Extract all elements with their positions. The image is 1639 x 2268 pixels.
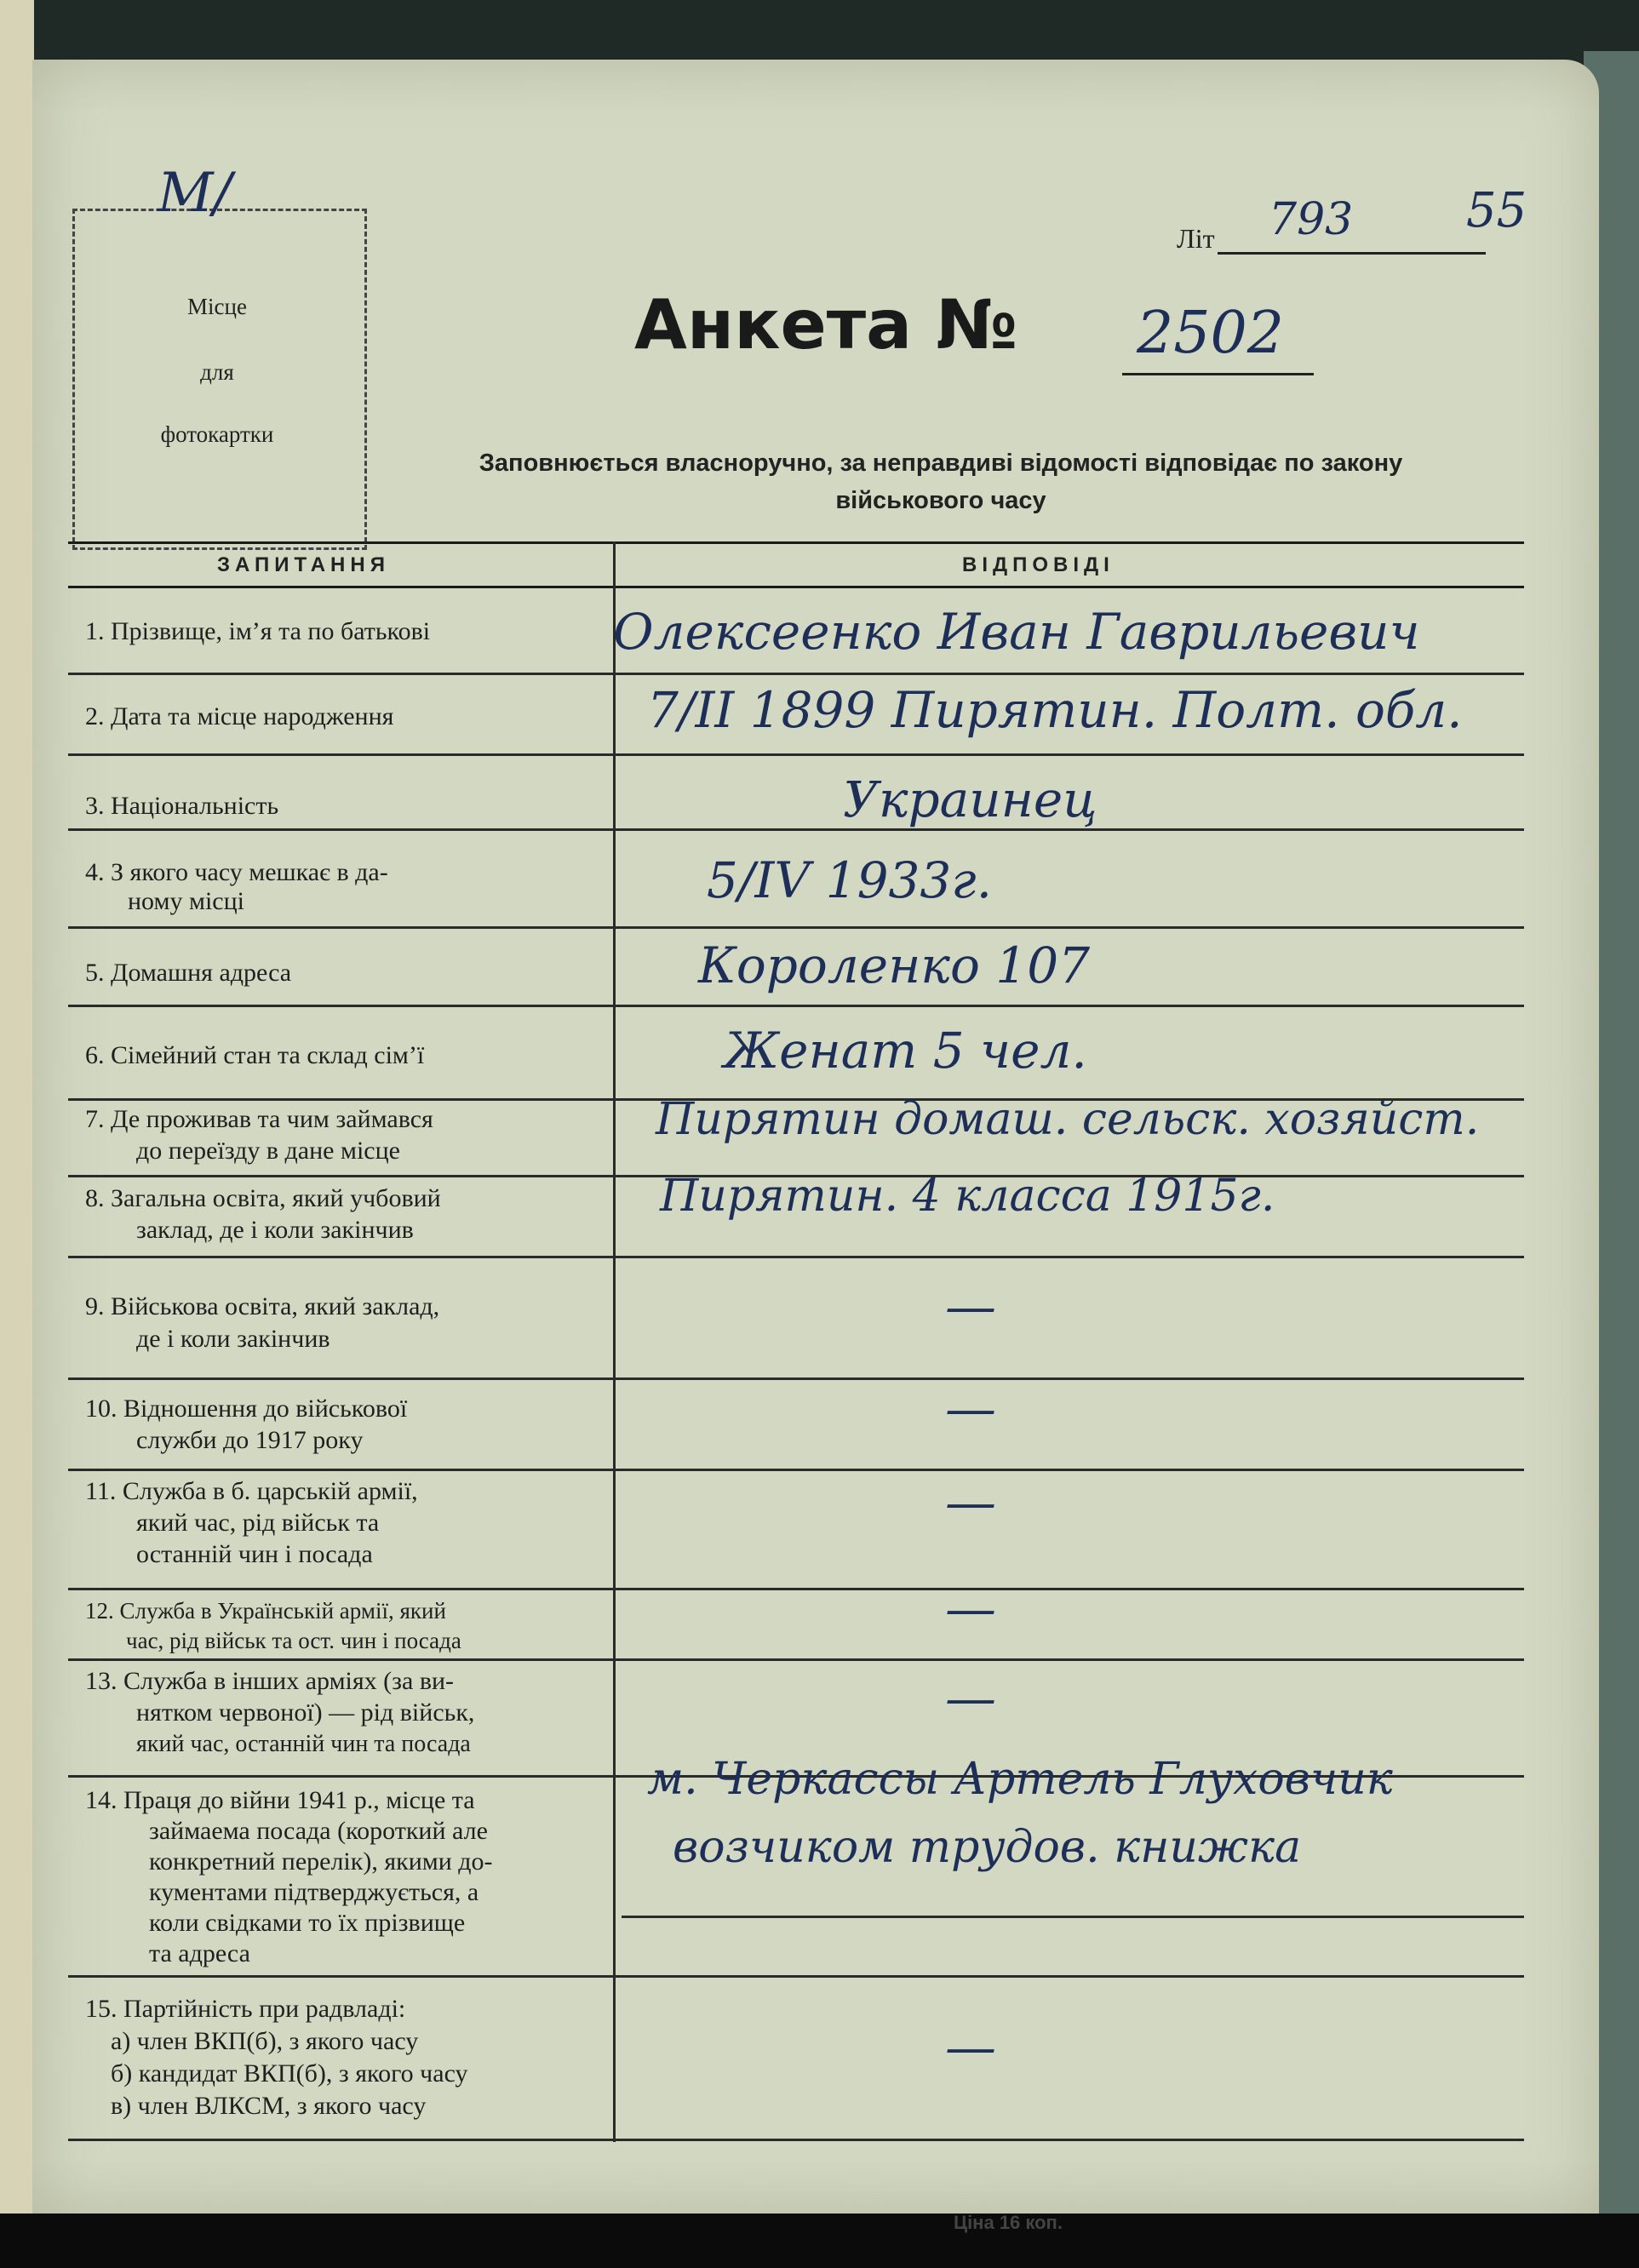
subtitle-line-2: військового часу xyxy=(835,487,1046,514)
question-7-line-2: до переїзду в дане місце xyxy=(136,1137,400,1165)
answer-2-birth: 7/II 1899 Пирятин. Полт. обл. xyxy=(647,681,1463,739)
answer-14-line-2: возчиком трудов. книжка xyxy=(673,1822,1302,1873)
left-page-edge xyxy=(0,0,34,2268)
subtitle-line-1: Заповнюється власноручно, за неправдиві відомості відповідає по закону xyxy=(479,450,1403,477)
row-rule xyxy=(68,1588,1524,1590)
question-8-line-1: 8. Загальна освіта, який учбовий xyxy=(85,1184,441,1212)
question-4-line-1: 4. З якого часу мешкає в да- xyxy=(85,858,388,886)
answer-3-nationality: Украинец xyxy=(843,770,1097,828)
title-no-sign: № xyxy=(935,285,1018,364)
answer-11-dash: — xyxy=(945,1473,996,1532)
title-prefix: Анкета xyxy=(634,285,913,364)
handwritten-mark: М/ xyxy=(158,162,232,225)
question-14-line-4: кументами підтверджується, а xyxy=(149,1878,479,1906)
question-13-line-1: 13. Служба в інших арміях (за ви- xyxy=(85,1667,455,1695)
question-14-line-5: коли свідками то їх прізвище xyxy=(149,1909,466,1937)
row-rule xyxy=(68,753,1524,756)
question-15-line-4: в) член ВЛКСМ, з якого часу xyxy=(111,2092,427,2120)
answer-14-line xyxy=(622,1916,1524,1918)
question-15-line-1: 15. Партійність при радвладі: xyxy=(85,1995,406,2023)
question-12-line-1: 12. Служба в Українській армії, який xyxy=(85,1598,446,1624)
question-15-line-3: б) кандидат ВКП(б), з якого часу xyxy=(111,2059,468,2088)
question-14-line-3: конкретний перелік), якими до- xyxy=(149,1847,493,1876)
lit-value: 793 xyxy=(1269,194,1354,245)
table-header-rule xyxy=(68,586,1524,588)
question-11-line-1: 11. Служба в б. царській армії, xyxy=(85,1477,418,1505)
answer-6-family: Женат 5 чел. xyxy=(724,1022,1087,1080)
question-11-line-2: який час, рід військ та xyxy=(136,1509,380,1537)
column-header-questions: ЗАПИТАННЯ xyxy=(217,553,390,576)
question-10-line-2: служби до 1917 року xyxy=(136,1426,364,1454)
question-14-line-2: займаема посада (короткий але xyxy=(149,1817,488,1845)
row-rule xyxy=(68,1377,1524,1380)
row-rule xyxy=(68,2139,1524,2141)
answer-15-dash: — xyxy=(945,2018,996,2077)
bottom-shadow xyxy=(0,2214,1639,2268)
row-rule xyxy=(68,1658,1524,1661)
row-rule xyxy=(68,1469,1524,1471)
photo-box-line-3: фотокартки xyxy=(160,421,274,447)
page-number: 55 xyxy=(1466,183,1527,238)
lit-label: Літ xyxy=(1177,223,1215,254)
answer-5-address: Короленко 107 xyxy=(698,936,1091,994)
question-3: 3. Національність xyxy=(85,792,279,820)
question-8-line-2: заклад, де і коли закінчив xyxy=(136,1216,414,1244)
question-5: 5. Домашня адреса xyxy=(85,959,292,987)
form-number-underline xyxy=(1122,373,1314,375)
row-rule xyxy=(68,1256,1524,1258)
question-4-line-2: ному місці xyxy=(128,887,244,915)
answer-8-education: Пирятин. 4 класса 1915г. xyxy=(660,1171,1275,1222)
row-rule xyxy=(68,673,1524,675)
row-rule xyxy=(68,1975,1524,1978)
answer-1-full-name: Олексеенко Иван Гаврильевич xyxy=(613,603,1420,661)
question-9-line-2: де і коли закінчив xyxy=(136,1325,330,1353)
column-header-answers: ВІДПОВІДІ xyxy=(962,553,1115,576)
form-title xyxy=(634,285,1017,364)
question-10-line-1: 10. Відношення до військової xyxy=(85,1395,408,1423)
answer-7-previous: Пирятин домаш. сельск. хозяйст. xyxy=(656,1094,1480,1145)
question-14-line-1: 14. Праця до війни 1941 р., місце та xyxy=(85,1786,475,1814)
answer-12-dash: — xyxy=(945,1579,996,1639)
question-1: 1. Прізвище, ім’я та по батькові xyxy=(85,617,431,645)
price-footer: Ціна 16 коп. xyxy=(954,2212,1063,2233)
table-top-rule xyxy=(68,541,1524,544)
question-11-line-3: останній чин і посада xyxy=(136,1540,373,1568)
answer-4-since: 5/IV 1933г. xyxy=(707,851,993,909)
question-7-line-1: 7. Де проживав та чим займався xyxy=(85,1105,433,1133)
form-subtitle xyxy=(400,444,1481,519)
question-13-line-3: який час, останній чин та посада xyxy=(136,1731,471,1757)
question-14-line-6: та адреса xyxy=(149,1939,250,1967)
photo-box-line-1: Місце xyxy=(187,294,247,319)
lit-underline xyxy=(1218,252,1486,255)
question-6: 6. Сімейний стан та склад сім’ї xyxy=(85,1041,425,1069)
photo-box-line-2: для xyxy=(200,359,234,385)
question-12-line-2: час, рід військ та ост. чин і посада xyxy=(126,1628,461,1653)
answer-9-dash: — xyxy=(945,1277,996,1337)
row-rule xyxy=(68,828,1524,831)
answer-14-line-1: м. Черкассы Артель Глуховчик xyxy=(647,1754,1393,1805)
answer-13-dash: — xyxy=(945,1669,996,1728)
question-15-line-2: а) член ВКП(б), з якого часу xyxy=(111,2027,419,2055)
answer-10-dash: — xyxy=(945,1379,996,1439)
form-number: 2502 xyxy=(1137,300,1285,367)
question-9-line-1: 9. Військова освіта, який заклад, xyxy=(85,1292,440,1320)
question-13-line-2: нятком червоної) — рід військ, xyxy=(136,1698,475,1727)
row-rule xyxy=(68,1005,1524,1007)
question-2: 2. Дата та місце народження xyxy=(85,702,394,730)
row-rule xyxy=(68,926,1524,929)
